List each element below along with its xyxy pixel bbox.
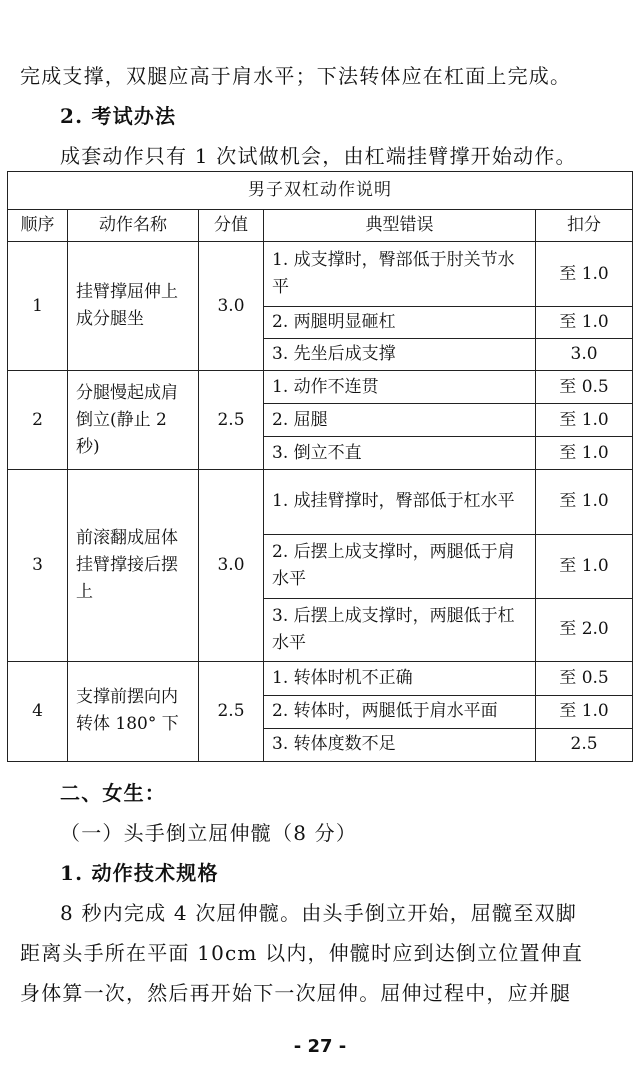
error-cell: 1. 成支撑时，臀部低于肘关节水平 (264, 242, 536, 307)
error-cell: 2. 转体时，两腿低于肩水平面 (264, 695, 536, 728)
paragraph-line: 完成支撑，双腿应高于肩水平；下法转体应在杠面上完成。 (20, 64, 572, 88)
action-name-cell: 挂臂撑屈伸上成分腿坐 (68, 242, 199, 371)
subsection-heading: （一）头手倒立屈伸髋（8 分） (60, 821, 358, 845)
page-number: - 27 - (293, 1036, 347, 1057)
error-cell: 1. 成挂臂撑时，臀部低于杠水平 (264, 470, 536, 534)
table-row (8, 242, 633, 307)
paragraph-line: 8 秒内完成 4 次屈伸髋。由头手倒立开始，屈髋至双脚 (60, 901, 577, 925)
order-cell: 4 (8, 661, 68, 761)
paragraph-line: 身体算一次，然后再开始下一次屈伸。屈伸过程中，应并腿 (20, 981, 572, 1005)
table-title: 男子双杠动作说明 (8, 172, 633, 210)
order-cell: 1 (8, 242, 68, 371)
order-cell: 3 (8, 470, 68, 661)
score-cell: 2.5 (199, 371, 264, 470)
error-cell: 1. 动作不连贯 (264, 371, 536, 404)
deduct-cell: 至 1.0 (536, 307, 633, 339)
rules-table (7, 171, 633, 762)
error-cell: 3. 倒立不直 (264, 437, 536, 470)
deduct-cell: 至 1.0 (536, 437, 633, 470)
score-cell: 3.0 (199, 470, 264, 661)
error-cell: 3. 先坐后成支撑 (264, 339, 536, 371)
table-row (8, 470, 633, 534)
deduct-cell: 至 0.5 (536, 371, 633, 404)
deduct-cell: 至 1.0 (536, 404, 633, 437)
section-heading: 2. 考试办法 (60, 104, 177, 128)
header-cell: 动作名称 (68, 210, 199, 242)
table-header-row (8, 210, 633, 242)
deduct-cell: 3.0 (536, 339, 633, 371)
deduct-cell: 至 1.0 (536, 470, 633, 534)
paragraph-line: 距离头手所在平面 10cm 以内，伸髋时应到达倒立位置伸直 (20, 941, 584, 965)
error-cell: 3. 转体度数不足 (264, 728, 536, 761)
deduct-cell: 2.5 (536, 728, 633, 761)
error-cell: 2. 两腿明显砸杠 (264, 307, 536, 339)
error-cell: 1. 转体时机不正确 (264, 661, 536, 695)
header-cell: 扣分 (536, 210, 633, 242)
deduct-cell: 至 2.0 (536, 598, 633, 661)
header-cell: 典型错误 (264, 210, 536, 242)
deduct-cell: 至 0.5 (536, 661, 633, 695)
table-row (8, 661, 633, 695)
deduct-cell: 至 1.0 (536, 695, 633, 728)
paragraph-line: 成套动作只有 1 次试做机会，由杠端挂臂撑开始动作。 (60, 144, 577, 168)
action-name-cell: 分腿慢起成肩倒立(静止 2 秒) (68, 371, 199, 470)
error-cell: 2. 后摆上成支撑时，两腿低于肩水平 (264, 534, 536, 598)
error-cell: 2. 屈腿 (264, 404, 536, 437)
header-cell: 顺序 (8, 210, 68, 242)
deduct-cell: 至 1.0 (536, 242, 633, 307)
order-cell: 2 (8, 371, 68, 470)
table-row (8, 371, 633, 404)
section-heading: 二、女生： (60, 781, 166, 805)
score-cell: 2.5 (199, 661, 264, 761)
error-cell: 3. 后摆上成支撑时，两腿低于杠水平 (264, 598, 536, 661)
deduct-cell: 至 1.0 (536, 534, 633, 598)
action-name-cell: 前滚翻成屈体挂臂撑接后摆上 (68, 470, 199, 661)
action-name-cell: 支撑前摆向内转体 180° 下 (68, 661, 199, 761)
score-cell: 3.0 (199, 242, 264, 371)
section-heading: 1. 动作技术规格 (60, 861, 219, 885)
header-cell: 分值 (199, 210, 264, 242)
